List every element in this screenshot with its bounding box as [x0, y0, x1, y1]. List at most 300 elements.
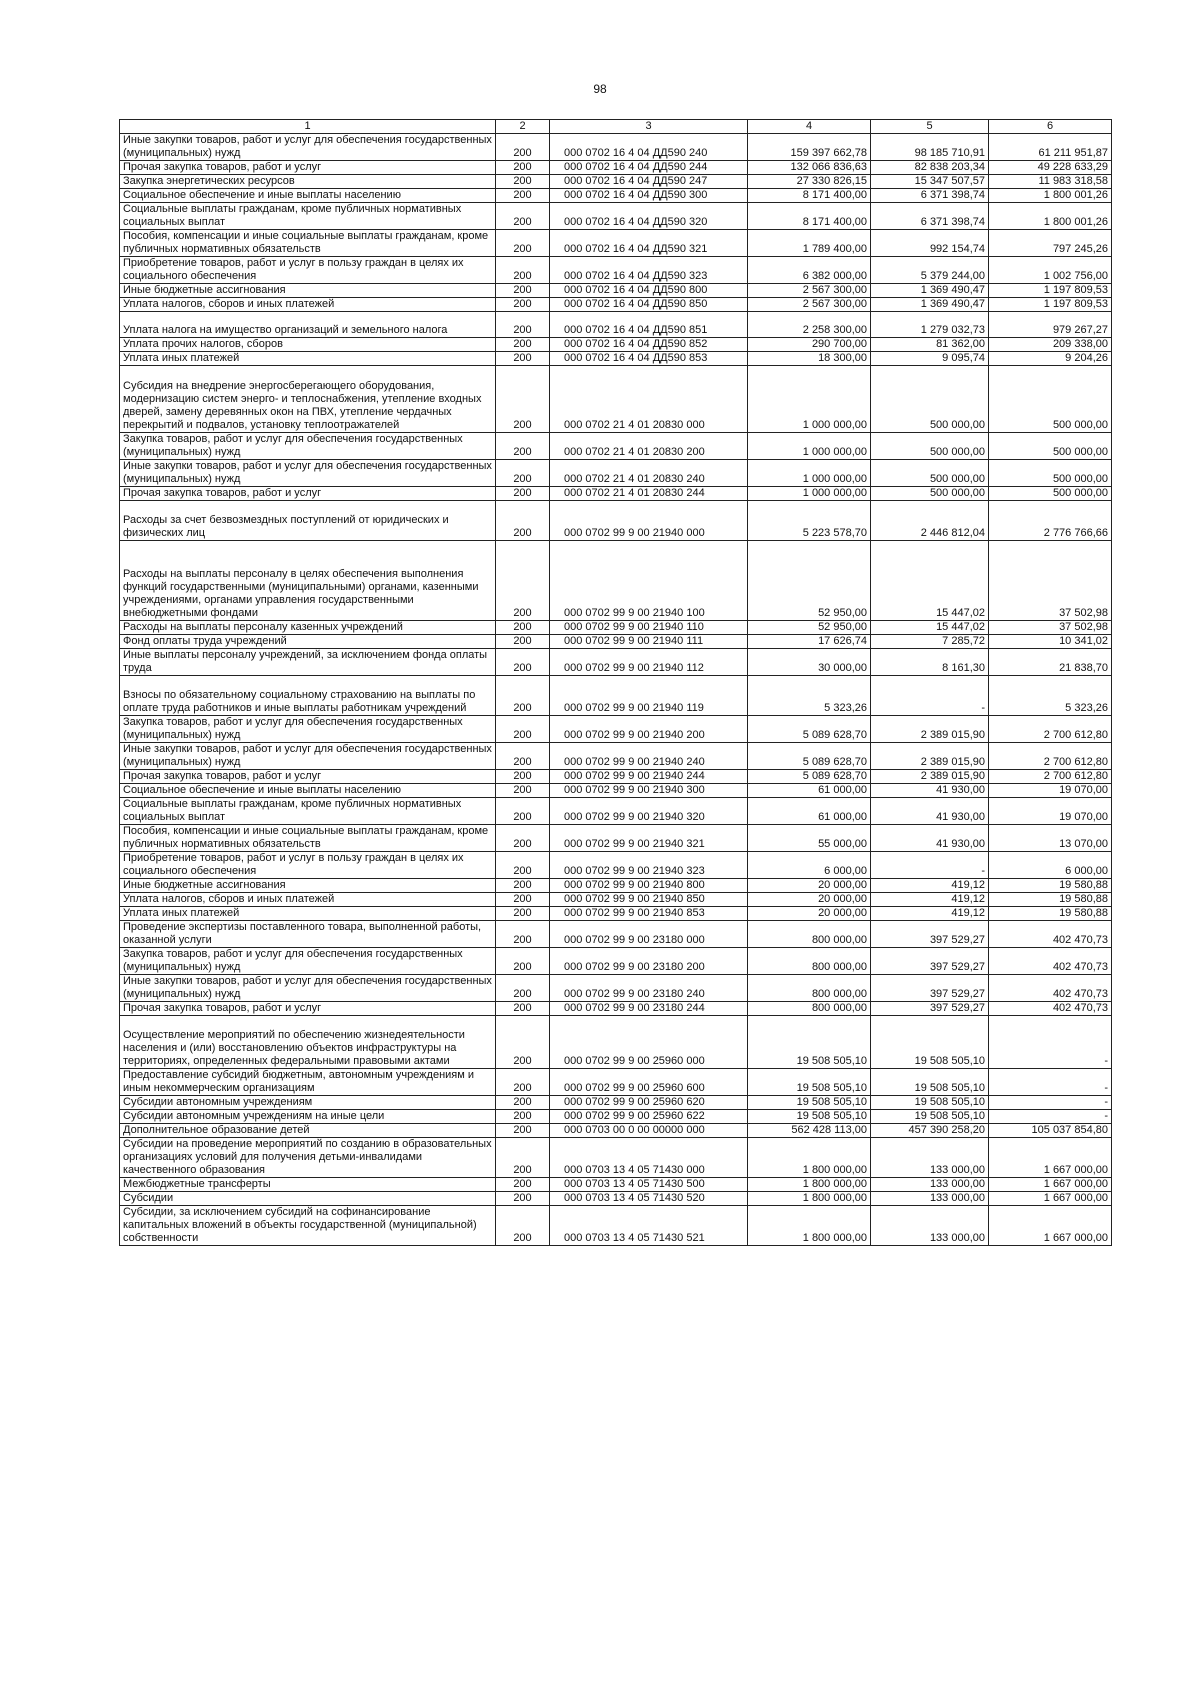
table-row — [120, 298, 1112, 312]
expense-name: Иные закупки товаров, работ и услуг для обеспечения государственных (муниципальных) нужд — [120, 975, 496, 1002]
unexecuted-amount: 19 070,00 — [989, 798, 1112, 825]
table-row — [120, 161, 1112, 175]
budget-execution-table — [119, 119, 1112, 1246]
approved-amount: 8 171 400,00 — [748, 189, 871, 203]
classification-code: 000 0702 99 9 00 23180 244 — [550, 1002, 748, 1016]
executed-amount: 41 930,00 — [871, 825, 989, 852]
table-row — [120, 825, 1112, 852]
executed-amount: - — [871, 676, 989, 716]
classification-code: 000 0702 16 4 04 ДД590 300 — [550, 189, 748, 203]
approved-amount: 52 950,00 — [748, 541, 871, 621]
table-row — [120, 1192, 1112, 1206]
expense-name: Иные закупки товаров, работ и услуг для обеспечения государственных (муниципальных) нужд — [120, 134, 496, 161]
line-code: 200 — [496, 257, 550, 284]
classification-code: 000 0703 13 4 05 71430 521 — [550, 1206, 748, 1246]
table-row — [120, 635, 1112, 649]
column-number: 4 — [748, 120, 871, 134]
table-row — [120, 175, 1112, 189]
line-code: 200 — [496, 487, 550, 501]
approved-amount: 800 000,00 — [748, 1002, 871, 1016]
classification-code: 000 0702 16 4 04 ДД590 244 — [550, 161, 748, 175]
line-code: 200 — [496, 1069, 550, 1096]
executed-amount: 500 000,00 — [871, 366, 989, 433]
line-code: 200 — [496, 1178, 550, 1192]
expense-name: Уплата налогов, сборов и иных платежей — [120, 893, 496, 907]
executed-amount: 19 508 505,10 — [871, 1096, 989, 1110]
approved-amount: 290 700,00 — [748, 338, 871, 352]
unexecuted-amount: 402 470,73 — [989, 921, 1112, 948]
executed-amount: 419,12 — [871, 893, 989, 907]
approved-amount: 800 000,00 — [748, 975, 871, 1002]
table-row — [120, 1002, 1112, 1016]
table-row — [120, 203, 1112, 230]
approved-amount: 61 000,00 — [748, 784, 871, 798]
expense-name: Закупка товаров, работ и услуг для обеспечения государственных (муниципальных) нужд — [120, 716, 496, 743]
unexecuted-amount: 10 341,02 — [989, 635, 1112, 649]
line-code: 200 — [496, 460, 550, 487]
table-row — [120, 257, 1112, 284]
expense-name: Прочая закупка товаров, работ и услуг — [120, 770, 496, 784]
unexecuted-amount: 402 470,73 — [989, 1002, 1112, 1016]
table-row — [120, 676, 1112, 716]
line-code: 200 — [496, 1138, 550, 1178]
approved-amount: 1 000 000,00 — [748, 487, 871, 501]
table-row — [120, 230, 1112, 257]
approved-amount: 2 567 300,00 — [748, 298, 871, 312]
approved-amount: 55 000,00 — [748, 825, 871, 852]
classification-code: 000 0702 16 4 04 ДД590 323 — [550, 257, 748, 284]
executed-amount: 41 930,00 — [871, 798, 989, 825]
classification-code: 000 0702 16 4 04 ДД590 851 — [550, 312, 748, 338]
expense-name: Расходы за счет безвозмездных поступлений от юридических и физических лиц — [120, 501, 496, 541]
classification-code: 000 0702 99 9 00 23180 240 — [550, 975, 748, 1002]
executed-amount: 9 095,74 — [871, 352, 989, 366]
executed-amount: 15 447,02 — [871, 541, 989, 621]
approved-amount: 1 000 000,00 — [748, 433, 871, 460]
line-code: 200 — [496, 338, 550, 352]
unexecuted-amount: 1 667 000,00 — [989, 1192, 1112, 1206]
classification-code: 000 0702 99 9 00 21940 323 — [550, 852, 748, 879]
approved-amount: 18 300,00 — [748, 352, 871, 366]
approved-amount: 5 089 628,70 — [748, 770, 871, 784]
line-code: 200 — [496, 784, 550, 798]
expense-name: Дополнительное образование детей — [120, 1124, 496, 1138]
unexecuted-amount: 1 197 809,53 — [989, 284, 1112, 298]
approved-amount: 19 508 505,10 — [748, 1016, 871, 1069]
table-row — [120, 460, 1112, 487]
line-code: 200 — [496, 825, 550, 852]
expense-name: Иные закупки товаров, работ и услуг для обеспечения государственных (муниципальных) нужд — [120, 460, 496, 487]
line-code: 200 — [496, 298, 550, 312]
line-code: 200 — [496, 189, 550, 203]
table-row — [120, 366, 1112, 433]
line-code: 200 — [496, 1096, 550, 1110]
executed-amount: 2 389 015,90 — [871, 743, 989, 770]
unexecuted-amount: - — [989, 1016, 1112, 1069]
expense-name: Закупка товаров, работ и услуг для обеспечения государственных (муниципальных) нужд — [120, 948, 496, 975]
table-row — [120, 312, 1112, 338]
line-code: 200 — [496, 161, 550, 175]
executed-amount: 19 508 505,10 — [871, 1016, 989, 1069]
approved-amount: 19 508 505,10 — [748, 1096, 871, 1110]
expense-name: Иные бюджетные ассигнования — [120, 284, 496, 298]
expense-name: Расходы на выплаты персоналу в целях обеспечения выполнения функций государственными (муниципальными) органами, казенными учреждениями, органами управления государственными внебюджетными фондами — [120, 541, 496, 621]
line-code: 200 — [496, 879, 550, 893]
line-code: 200 — [496, 649, 550, 676]
approved-amount: 800 000,00 — [748, 948, 871, 975]
page-number: 98 — [593, 82, 607, 96]
executed-amount: 500 000,00 — [871, 433, 989, 460]
classification-code: 000 0702 99 9 00 21940 111 — [550, 635, 748, 649]
executed-amount: 2 389 015,90 — [871, 770, 989, 784]
executed-amount: 397 529,27 — [871, 1002, 989, 1016]
approved-amount: 562 428 113,00 — [748, 1124, 871, 1138]
table-row — [120, 1016, 1112, 1069]
executed-amount: 397 529,27 — [871, 975, 989, 1002]
executed-amount: 7 285,72 — [871, 635, 989, 649]
expense-name: Уплата налогов, сборов и иных платежей — [120, 298, 496, 312]
table-row — [120, 541, 1112, 621]
line-code: 200 — [496, 203, 550, 230]
expense-name: Субсидии на проведение мероприятий по созданию в образовательных организациях условий для получения детьми-инвалидами качественного образования — [120, 1138, 496, 1178]
executed-amount: 397 529,27 — [871, 921, 989, 948]
classification-code: 000 0702 16 4 04 ДД590 320 — [550, 203, 748, 230]
table-row — [120, 649, 1112, 676]
table-row — [120, 1124, 1112, 1138]
classification-code: 000 0702 99 9 00 21940 112 — [550, 649, 748, 676]
unexecuted-amount: 61 211 951,87 — [989, 134, 1112, 161]
unexecuted-amount: 49 228 633,29 — [989, 161, 1112, 175]
executed-amount: 1 369 490,47 — [871, 284, 989, 298]
expense-name: Уплата иных платежей — [120, 907, 496, 921]
expense-name: Иные бюджетные ассигнования — [120, 879, 496, 893]
approved-amount: 800 000,00 — [748, 921, 871, 948]
executed-amount: 1 369 490,47 — [871, 298, 989, 312]
unexecuted-amount: 1 800 001,26 — [989, 203, 1112, 230]
classification-code: 000 0702 99 9 00 21940 240 — [550, 743, 748, 770]
classification-code: 000 0702 99 9 00 21940 119 — [550, 676, 748, 716]
executed-amount: 419,12 — [871, 907, 989, 921]
table-row — [120, 1178, 1112, 1192]
unexecuted-amount: 1 197 809,53 — [989, 298, 1112, 312]
approved-amount: 19 508 505,10 — [748, 1069, 871, 1096]
table-row — [120, 487, 1112, 501]
executed-amount: 5 379 244,00 — [871, 257, 989, 284]
line-code: 200 — [496, 312, 550, 338]
expense-name: Проведение экспертизы поставленного товара, выполненной работы, оказанной услуги — [120, 921, 496, 948]
unexecuted-amount: 2 776 766,66 — [989, 501, 1112, 541]
table-row — [120, 1096, 1112, 1110]
unexecuted-amount: 6 000,00 — [989, 852, 1112, 879]
executed-amount: 2 446 812,04 — [871, 501, 989, 541]
approved-amount: 1 000 000,00 — [748, 366, 871, 433]
table-row — [120, 852, 1112, 879]
column-number: 3 — [550, 120, 748, 134]
line-code: 200 — [496, 1124, 550, 1138]
classification-code: 000 0702 16 4 04 ДД590 800 — [550, 284, 748, 298]
classification-code: 000 0702 21 4 01 20830 000 — [550, 366, 748, 433]
table-row — [120, 975, 1112, 1002]
executed-amount: 82 838 203,34 — [871, 161, 989, 175]
executed-amount: 1 279 032,73 — [871, 312, 989, 338]
executed-amount: 133 000,00 — [871, 1206, 989, 1246]
approved-amount: 17 626,74 — [748, 635, 871, 649]
classification-code: 000 0702 99 9 00 25960 620 — [550, 1096, 748, 1110]
expense-name: Расходы на выплаты персоналу казенных учреждений — [120, 621, 496, 635]
executed-amount: 8 161,30 — [871, 649, 989, 676]
line-code: 200 — [496, 948, 550, 975]
column-number: 2 — [496, 120, 550, 134]
line-code: 200 — [496, 621, 550, 635]
executed-amount: 133 000,00 — [871, 1178, 989, 1192]
approved-amount: 8 171 400,00 — [748, 203, 871, 230]
executed-amount: 15 347 507,57 — [871, 175, 989, 189]
expense-name: Предоставление субсидий бюджетным, автономным учреждениям и иным некоммерческим организациям — [120, 1069, 496, 1096]
line-code: 200 — [496, 175, 550, 189]
expense-name: Субсидия на внедрение энергосберегающего оборудования, модернизацию систем энерго- и теплоснабжения, утепление входных дверей, замену деревянных окон на ПВХ, утепление чердачных перекрытий и подвалов, установку теплоотражателей — [120, 366, 496, 433]
table-row — [120, 501, 1112, 541]
unexecuted-amount: 209 338,00 — [989, 338, 1112, 352]
unexecuted-amount: 19 580,88 — [989, 893, 1112, 907]
approved-amount: 2 567 300,00 — [748, 284, 871, 298]
approved-amount: 5 089 628,70 — [748, 743, 871, 770]
classification-code: 000 0702 99 9 00 25960 600 — [550, 1069, 748, 1096]
table-row — [120, 879, 1112, 893]
classification-code: 000 0702 99 9 00 21940 100 — [550, 541, 748, 621]
expense-name: Пособия, компенсации и иные социальные выплаты гражданам, кроме публичных нормативных обязательств — [120, 825, 496, 852]
expense-name: Прочая закупка товаров, работ и услуг — [120, 1002, 496, 1016]
approved-amount: 6 382 000,00 — [748, 257, 871, 284]
expense-name: Приобретение товаров, работ и услуг в пользу граждан в целях их социального обеспечения — [120, 852, 496, 879]
line-code: 200 — [496, 541, 550, 621]
executed-amount: 15 447,02 — [871, 621, 989, 635]
table-row — [120, 621, 1112, 635]
table-row — [120, 921, 1112, 948]
classification-code: 000 0702 99 9 00 23180 000 — [550, 921, 748, 948]
classification-code: 000 0702 99 9 00 23180 200 — [550, 948, 748, 975]
approved-amount: 2 258 300,00 — [748, 312, 871, 338]
classification-code: 000 0702 16 4 04 ДД590 240 — [550, 134, 748, 161]
unexecuted-amount: 1 002 756,00 — [989, 257, 1112, 284]
expense-name: Уплата иных платежей — [120, 352, 496, 366]
expense-name: Межбюджетные трансферты — [120, 1178, 496, 1192]
table-row — [120, 338, 1112, 352]
approved-amount: 1 000 000,00 — [748, 460, 871, 487]
unexecuted-amount: 500 000,00 — [989, 487, 1112, 501]
executed-amount: 19 508 505,10 — [871, 1110, 989, 1124]
unexecuted-amount: 19 070,00 — [989, 784, 1112, 798]
approved-amount: 20 000,00 — [748, 907, 871, 921]
classification-code: 000 0702 99 9 00 21940 300 — [550, 784, 748, 798]
executed-amount: 41 930,00 — [871, 784, 989, 798]
table-row — [120, 784, 1112, 798]
approved-amount: 1 800 000,00 — [748, 1138, 871, 1178]
line-code: 200 — [496, 134, 550, 161]
table-row — [120, 948, 1112, 975]
table-row — [120, 716, 1112, 743]
expense-name: Социальные выплаты гражданам, кроме публичных нормативных социальных выплат — [120, 798, 496, 825]
classification-code: 000 0702 21 4 01 20830 240 — [550, 460, 748, 487]
line-code: 200 — [496, 743, 550, 770]
unexecuted-amount: 5 323,26 — [989, 676, 1112, 716]
line-code: 200 — [496, 716, 550, 743]
unexecuted-amount: 2 700 612,80 — [989, 743, 1112, 770]
executed-amount: 6 371 398,74 — [871, 189, 989, 203]
expense-name: Пособия, компенсации и иные социальные выплаты гражданам, кроме публичных нормативных обязательств — [120, 230, 496, 257]
classification-code: 000 0702 16 4 04 ДД590 853 — [550, 352, 748, 366]
unexecuted-amount: 2 700 612,80 — [989, 716, 1112, 743]
classification-code: 000 0702 99 9 00 25960 622 — [550, 1110, 748, 1124]
approved-amount: 159 397 662,78 — [748, 134, 871, 161]
approved-amount: 1 800 000,00 — [748, 1178, 871, 1192]
executed-amount: 133 000,00 — [871, 1192, 989, 1206]
line-code: 200 — [496, 284, 550, 298]
classification-code: 000 0702 21 4 01 20830 244 — [550, 487, 748, 501]
column-number-row — [120, 120, 1112, 134]
unexecuted-amount: 9 204,26 — [989, 352, 1112, 366]
expense-name: Уплата прочих налогов, сборов — [120, 338, 496, 352]
table-row — [120, 189, 1112, 203]
line-code: 200 — [496, 1016, 550, 1069]
line-code: 200 — [496, 366, 550, 433]
approved-amount: 5 089 628,70 — [748, 716, 871, 743]
column-number: 6 — [989, 120, 1112, 134]
expense-name: Субсидии — [120, 1192, 496, 1206]
expense-name: Субсидии автономным учреждениям на иные цели — [120, 1110, 496, 1124]
unexecuted-amount: 37 502,98 — [989, 541, 1112, 621]
approved-amount: 132 066 836,63 — [748, 161, 871, 175]
expense-name: Социальное обеспечение и иные выплаты населению — [120, 784, 496, 798]
line-code: 200 — [496, 852, 550, 879]
approved-amount: 1 800 000,00 — [748, 1206, 871, 1246]
expense-name: Иные закупки товаров, работ и услуг для обеспечения государственных (муниципальных) нужд — [120, 743, 496, 770]
unexecuted-amount: 500 000,00 — [989, 460, 1112, 487]
line-code: 200 — [496, 230, 550, 257]
classification-code: 000 0703 13 4 05 71430 500 — [550, 1178, 748, 1192]
line-code: 200 — [496, 676, 550, 716]
approved-amount: 6 000,00 — [748, 852, 871, 879]
expense-name: Закупка энергетических ресурсов — [120, 175, 496, 189]
approved-amount: 27 330 826,15 — [748, 175, 871, 189]
unexecuted-amount: 37 502,98 — [989, 621, 1112, 635]
expense-name: Прочая закупка товаров, работ и услуг — [120, 161, 496, 175]
classification-code: 000 0702 99 9 00 21940 000 — [550, 501, 748, 541]
executed-amount: 6 371 398,74 — [871, 203, 989, 230]
classification-code: 000 0702 99 9 00 21940 200 — [550, 716, 748, 743]
unexecuted-amount: 1 667 000,00 — [989, 1178, 1112, 1192]
unexecuted-amount: 1 800 001,26 — [989, 189, 1112, 203]
executed-amount: 397 529,27 — [871, 948, 989, 975]
expense-name: Социальное обеспечение и иные выплаты населению — [120, 189, 496, 203]
table-body — [120, 134, 1112, 1246]
unexecuted-amount: 979 267,27 — [989, 312, 1112, 338]
unexecuted-amount: 2 700 612,80 — [989, 770, 1112, 784]
line-code: 200 — [496, 798, 550, 825]
table-row — [120, 1206, 1112, 1246]
unexecuted-amount: 500 000,00 — [989, 366, 1112, 433]
line-code: 200 — [496, 1192, 550, 1206]
expense-name: Уплата налога на имущество организаций и земельного налога — [120, 312, 496, 338]
table-row — [120, 134, 1112, 161]
approved-amount: 20 000,00 — [748, 893, 871, 907]
table-row — [120, 352, 1112, 366]
unexecuted-amount: 1 667 000,00 — [989, 1138, 1112, 1178]
table-row — [120, 1069, 1112, 1096]
classification-code: 000 0703 13 4 05 71430 000 — [550, 1138, 748, 1178]
unexecuted-amount: 797 245,26 — [989, 230, 1112, 257]
classification-code: 000 0703 00 0 00 00000 000 — [550, 1124, 748, 1138]
unexecuted-amount: - — [989, 1069, 1112, 1096]
executed-amount: 457 390 258,20 — [871, 1124, 989, 1138]
line-code: 200 — [496, 975, 550, 1002]
unexecuted-amount: 105 037 854,80 — [989, 1124, 1112, 1138]
table-row — [120, 433, 1112, 460]
classification-code: 000 0702 99 9 00 21940 850 — [550, 893, 748, 907]
table-row — [120, 743, 1112, 770]
classification-code: 000 0702 21 4 01 20830 200 — [550, 433, 748, 460]
column-number: 5 — [871, 120, 989, 134]
classification-code: 000 0702 99 9 00 21940 800 — [550, 879, 748, 893]
approved-amount: 52 950,00 — [748, 621, 871, 635]
executed-amount: 500 000,00 — [871, 460, 989, 487]
expense-name: Иные выплаты персоналу учреждений, за исключением фонда оплаты труда — [120, 649, 496, 676]
unexecuted-amount: 19 580,88 — [989, 907, 1112, 921]
table-row — [120, 798, 1112, 825]
expense-name: Закупка товаров, работ и услуг для обеспечения государственных (муниципальных) нужд — [120, 433, 496, 460]
unexecuted-amount: - — [989, 1096, 1112, 1110]
expense-name: Фонд оплаты труда учреждений — [120, 635, 496, 649]
classification-code: 000 0702 99 9 00 21940 321 — [550, 825, 748, 852]
line-code: 200 — [496, 635, 550, 649]
classification-code: 000 0702 99 9 00 21940 244 — [550, 770, 748, 784]
approved-amount: 30 000,00 — [748, 649, 871, 676]
executed-amount: 2 389 015,90 — [871, 716, 989, 743]
approved-amount: 20 000,00 — [748, 879, 871, 893]
table-row — [120, 284, 1112, 298]
executed-amount: 98 185 710,91 — [871, 134, 989, 161]
executed-amount: 19 508 505,10 — [871, 1069, 989, 1096]
expense-name: Прочая закупка товаров, работ и услуг — [120, 487, 496, 501]
unexecuted-amount: 402 470,73 — [989, 948, 1112, 975]
expense-name: Субсидии, за исключением субсидий на софинансирование капитальных вложений в объекты государственной (муниципальной) собственности — [120, 1206, 496, 1246]
executed-amount: - — [871, 852, 989, 879]
unexecuted-amount: 13 070,00 — [989, 825, 1112, 852]
approved-amount: 5 323,26 — [748, 676, 871, 716]
expense-name: Социальные выплаты гражданам, кроме публичных нормативных социальных выплат — [120, 203, 496, 230]
executed-amount: 133 000,00 — [871, 1138, 989, 1178]
approved-amount: 1 800 000,00 — [748, 1192, 871, 1206]
table-row — [120, 907, 1112, 921]
table-row — [120, 893, 1112, 907]
classification-code: 000 0702 99 9 00 25960 000 — [550, 1016, 748, 1069]
classification-code: 000 0702 99 9 00 21940 853 — [550, 907, 748, 921]
unexecuted-amount: 402 470,73 — [989, 975, 1112, 1002]
unexecuted-amount: 21 838,70 — [989, 649, 1112, 676]
executed-amount: 500 000,00 — [871, 487, 989, 501]
line-code: 200 — [496, 770, 550, 784]
classification-code: 000 0702 16 4 04 ДД590 321 — [550, 230, 748, 257]
approved-amount: 61 000,00 — [748, 798, 871, 825]
table-row — [120, 1138, 1112, 1178]
approved-amount: 5 223 578,70 — [748, 501, 871, 541]
column-number: 1 — [120, 120, 496, 134]
line-code: 200 — [496, 921, 550, 948]
executed-amount: 419,12 — [871, 879, 989, 893]
table-row — [120, 770, 1112, 784]
classification-code: 000 0702 99 9 00 21940 320 — [550, 798, 748, 825]
line-code: 200 — [496, 1206, 550, 1246]
classification-code: 000 0702 99 9 00 21940 110 — [550, 621, 748, 635]
